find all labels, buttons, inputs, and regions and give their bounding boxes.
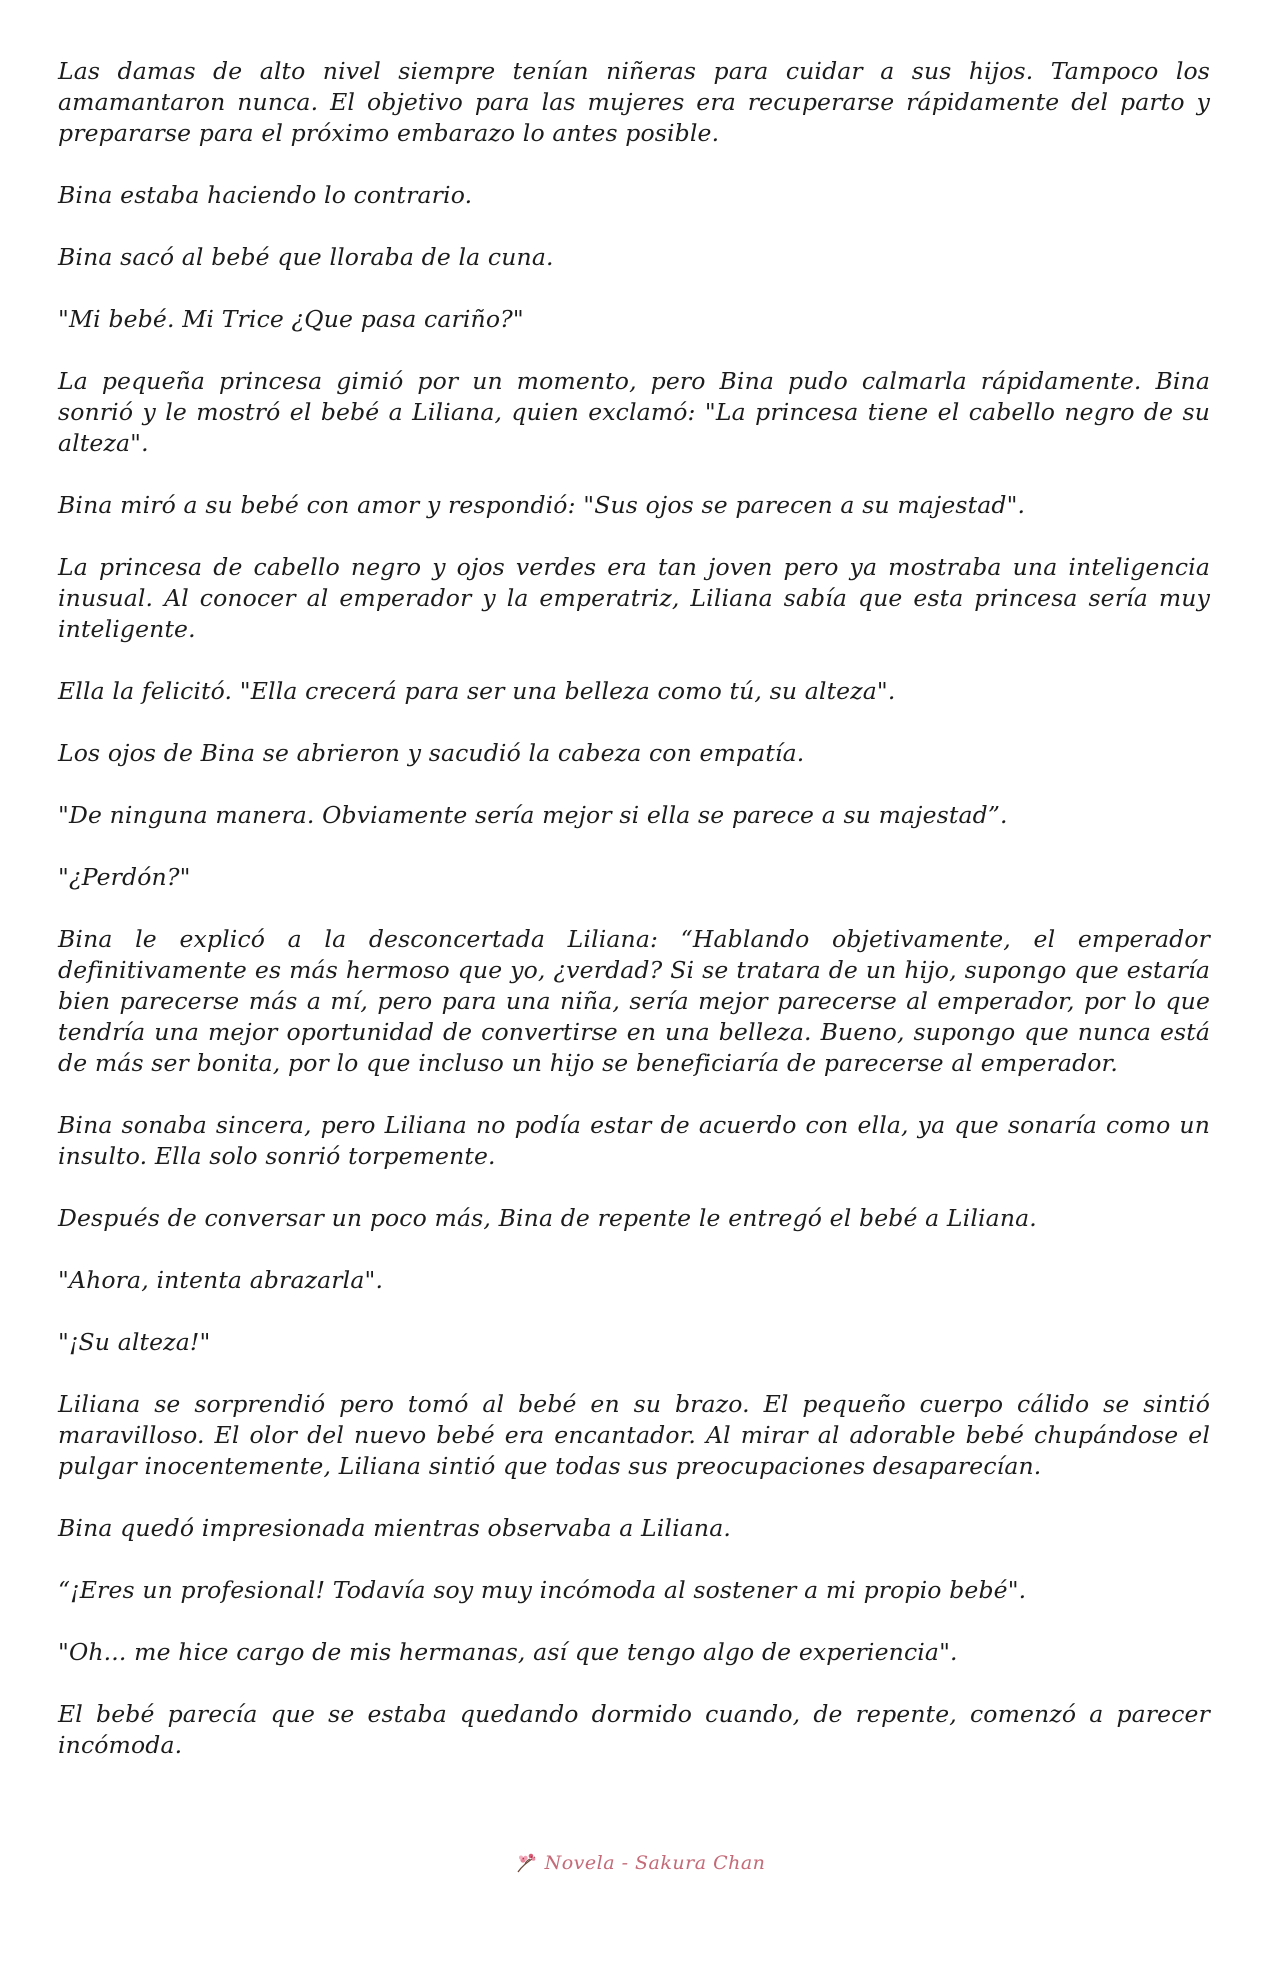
paragraph: Bina sonaba sincera, pero Liliana no podía estar de acuerdo con ella, ya que sonaría como un insulto. Ella solo sonrió torpemente. — [58, 1111, 1210, 1170]
paragraph: Las damas de alto nivel siempre tenían niñeras para cuidar a sus hijos. Tampoco los amamantaron nunca. El objetivo para las mujeres era recuperarse rápidamente del parto y prepararse para el próximo embarazo lo antes posible. — [58, 57, 1210, 147]
paragraph: "¡Su alteza!" — [58, 1328, 211, 1356]
watermark-text: Novela - Sakura Chan — [544, 1852, 766, 1874]
paragraph: Después de conversar un poco más, Bina de repente le entregó el bebé a Liliana. — [58, 1204, 1037, 1232]
paragraph: El bebé parecía que se estaba quedando dormido cuando, de repente, comenzó a parecer incómoda. — [58, 1700, 1210, 1759]
paragraph: Bina quedó impresionada mientras observaba a Liliana. — [58, 1514, 731, 1542]
paragraph: Bina sacó al bebé que lloraba de la cuna. — [58, 243, 554, 271]
paragraph: Bina le explicó a la desconcertada Liliana: “Hablando objetivamente, el emperador definitivamente es más hermoso que yo, ¿verdad? Si se tratara de un hijo, supongo que estaría bien parecerse más a mí, pero para una niña, sería mejor parecerse al emperador, por lo que tendría una mejor oportunidad de convertirse en una belleza. Bueno, supongo que nunca está de más ser bonita, por lo que incluso un hijo se beneficiaría de parecerse al emperador. — [58, 925, 1210, 1077]
paragraph: Liliana se sorprendió pero tomó al bebé en su brazo. El pequeño cuerpo cálido se sintió maravilloso. El olor del nuevo bebé era encantador. Al mirar al adorable bebé chupándose el pulgar inocentemente, Liliana sintió que todas sus preocupaciones desaparecían. — [58, 1390, 1210, 1480]
paragraph: "De ninguna manera. Obviamente sería mejor si ella se parece a su majestad”. — [58, 801, 1008, 829]
paragraph: La princesa de cabello negro y ojos verdes era tan joven pero ya mostraba una inteligencia inusual. Al conocer al emperador y la emperatriz, Liliana sabía que esta princesa sería muy inteligente. — [58, 553, 1210, 643]
paragraph: "Oh... me hice cargo de mis hermanas, así que tengo algo de experiencia". — [58, 1638, 958, 1666]
paragraph: "¿Perdón?" — [58, 863, 191, 891]
document-body — [58, 56, 1210, 1792]
paragraph: "Ahora, intenta abrazarla". — [58, 1266, 384, 1294]
watermark-group — [515, 1852, 766, 1874]
paragraph: Bina miró a su bebé con amor y respondió: "Sus ojos se parecen a su majestad". — [58, 491, 1026, 519]
paragraph: Ella la felicitó. "Ella crecerá para ser una belleza como tú, su alteza". — [58, 677, 896, 705]
paragraph: “¡Eres un profesional! Todavía soy muy incómoda al sostener a mi propio bebé". — [58, 1576, 1027, 1604]
sakura-flower-icon — [515, 1852, 539, 1874]
paragraph: La pequeña princesa gimió por un momento, pero Bina pudo calmarla rápidamente. Bina sonrió y le mostró el bebé a Liliana, quien exclamó: "La princesa tiene el cabello negro de su alteza". — [58, 367, 1210, 457]
paragraph: "Mi bebé. Mi Trice ¿Que pasa cariño?" — [58, 305, 524, 333]
paragraph: Los ojos de Bina se abrieron y sacudió la cabeza con empatía. — [58, 739, 805, 767]
paragraph: Bina estaba haciendo lo contrario. — [58, 181, 473, 209]
footer-watermark — [0, 1852, 1280, 1879]
